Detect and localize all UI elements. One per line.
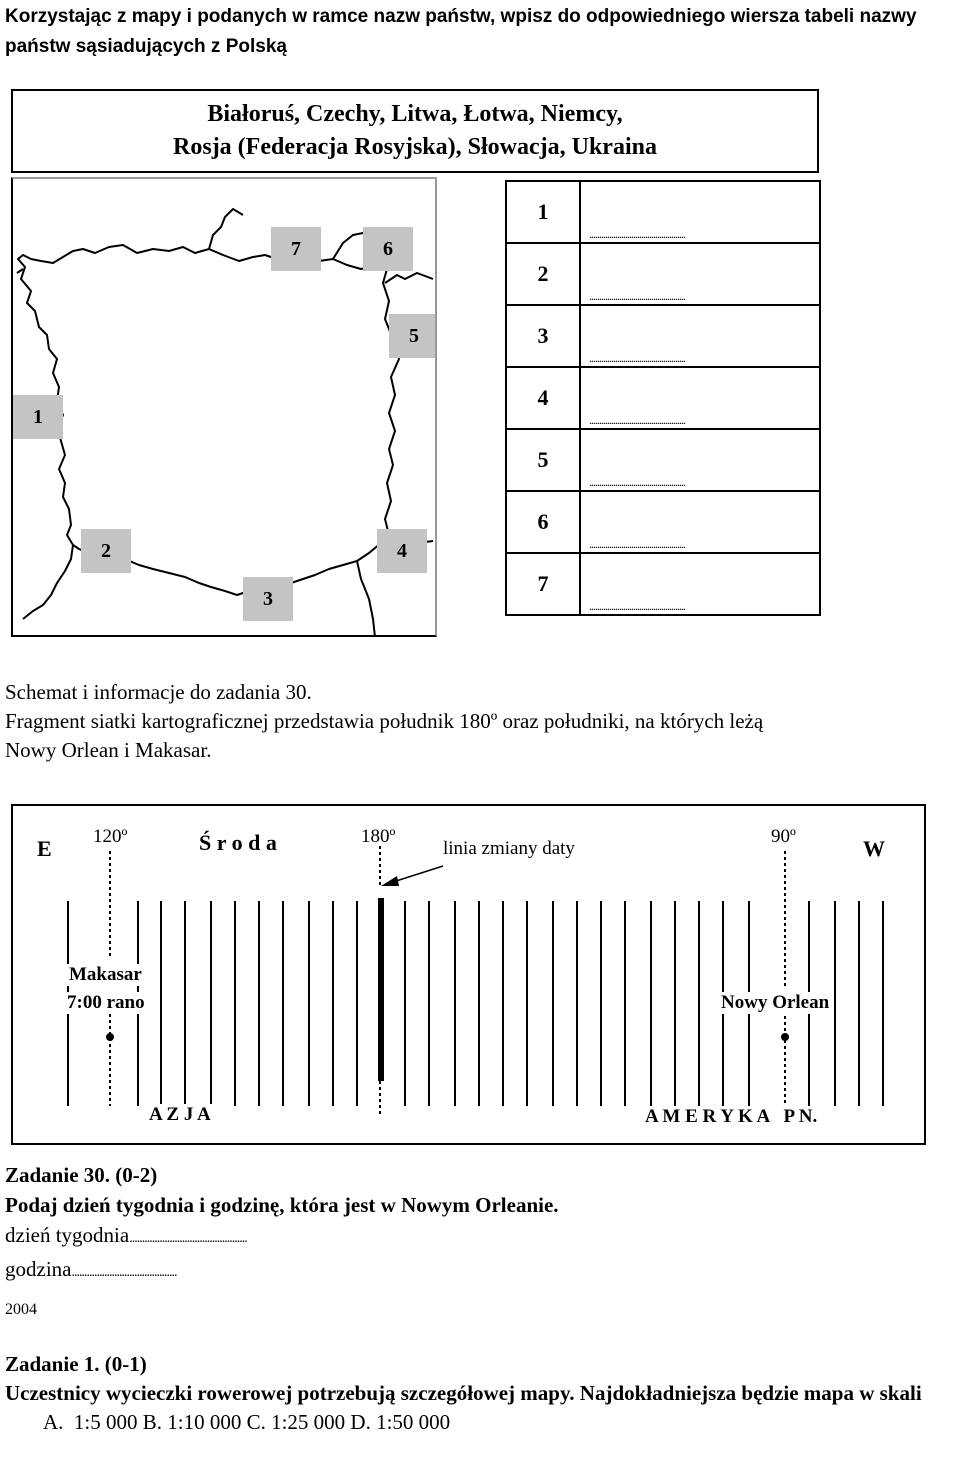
row-number: 6: [506, 491, 580, 553]
table-row: [506, 181, 820, 243]
answer-blank: ................................................: [589, 414, 685, 426]
hour-answer-blank[interactable]: ..........................................: [71, 1265, 177, 1280]
east-label: E: [37, 836, 52, 861]
answer-field[interactable]: [580, 553, 820, 615]
task-30-question: Podaj dzień tygodnia i godzinę, która jest w Nowym Orleanie.: [5, 1193, 559, 1217]
row-number: 3: [506, 305, 580, 367]
answer-field[interactable]: [580, 305, 820, 367]
table-row: [506, 553, 820, 615]
hour-label: godzina: [5, 1257, 72, 1281]
section-30-heading: Schemat i informacje do zadania 30.: [5, 680, 312, 704]
makasar-name: Makasar: [69, 964, 142, 985]
row-number: 5: [506, 429, 580, 491]
map-label-5: 5: [389, 314, 437, 358]
map-label-3: 3: [243, 577, 293, 621]
task-30-title: Zadanie 30. (0-2): [5, 1163, 158, 1187]
map-label-7: 7: [271, 227, 321, 271]
answer-table: [505, 180, 821, 616]
deg-180-label: 180º: [361, 826, 396, 847]
america-label: A M E R Y K A P N.: [645, 1106, 818, 1127]
answer-blank: ................................................: [589, 600, 685, 612]
map-label-6: 6: [363, 227, 413, 271]
deg-90-label: 90º: [771, 826, 796, 847]
task-1-question: Uczestnicy wycieczki rowerowej potrzebują szczegółowej mapy. Najdokładniejsza będzie mapa w skali: [5, 1381, 922, 1405]
country-names-line-2: Rosja (Federacja Rosyjska), Słowacja, Ukraina: [173, 134, 657, 160]
meridian-diagram: [11, 804, 926, 1145]
table-row: [506, 429, 820, 491]
task-intro: Korzystając z mapy i podanych w ramce nazw państw, wpisz do odpowiedniego wiersza tabeli nazwy państw sąsiadujących z Polską: [5, 6, 917, 57]
task-1-title: Zadanie 1. (0-1): [5, 1352, 147, 1376]
task-1: [5, 1350, 955, 1437]
answer-blank: ................................................: [589, 290, 685, 302]
row-number: 1: [506, 181, 580, 243]
answer-field[interactable]: [580, 181, 820, 243]
answer-blank: ................................................: [589, 228, 685, 240]
answer-blank: ................................................: [589, 476, 685, 488]
day-label: Ś r o d a: [199, 830, 277, 855]
answer-field[interactable]: [580, 429, 820, 491]
answer-blank: ................................................: [589, 538, 685, 550]
new-orleans-name: Nowy Orlean: [721, 992, 830, 1013]
task-1-options: A. 1:5 000 B. 1:10 000 C. 1:25 000 D. 1:50 000: [43, 1410, 451, 1434]
answer-field[interactable]: [580, 491, 820, 553]
map-label-1: 1: [13, 395, 63, 439]
section-30-info: [5, 678, 955, 765]
asia-label: A Z J A: [149, 1104, 211, 1125]
table-row: [506, 305, 820, 367]
table-row: [506, 491, 820, 553]
table-row: [506, 243, 820, 305]
date-line-label: linia zmiany daty: [443, 838, 575, 859]
section-30-text-line-1: Fragment siatki kartograficznej przedstawia południk 180º oraz południki, na których leżą: [5, 709, 764, 733]
row-number: 2: [506, 243, 580, 305]
west-label: W: [863, 836, 885, 861]
answer-field[interactable]: [580, 367, 820, 429]
map-label-4: 4: [377, 529, 427, 573]
deg-120-label: 120º: [93, 826, 128, 847]
country-names-box: [11, 89, 819, 173]
map-label-2: 2: [81, 529, 131, 573]
day-answer-row: [5, 1220, 559, 1254]
hour-answer-row: [5, 1254, 559, 1288]
makasar-time: 7:00 rano: [67, 992, 145, 1013]
table-row: [506, 367, 820, 429]
answer-field[interactable]: [580, 243, 820, 305]
section-30-text-line-2: Nowy Orlean i Makasar.: [5, 738, 212, 762]
poland-map: [11, 177, 437, 637]
task-30: [5, 1160, 559, 1288]
row-number: 7: [506, 553, 580, 615]
day-answer-blank[interactable]: ...............................................: [129, 1231, 247, 1246]
exam-year: 2004: [5, 1301, 37, 1318]
row-number: 4: [506, 367, 580, 429]
country-names-line-1: Białoruś, Czechy, Litwa, Łotwa, Niemcy,: [207, 101, 623, 127]
day-of-week-label: dzień tygodnia: [5, 1223, 130, 1247]
answer-blank: ................................................: [589, 352, 685, 364]
